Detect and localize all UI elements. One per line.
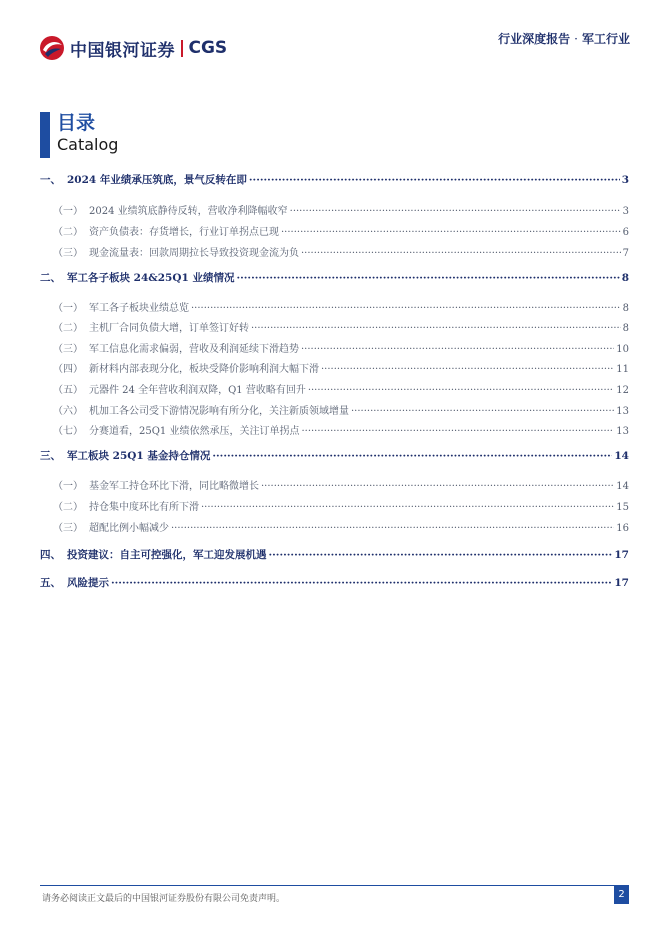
- toc-entry-number: （五）: [53, 385, 83, 396]
- toc-entry-page: 13: [616, 406, 629, 417]
- toc-entry-title: 现金流量表：回款周期拉长导致投资现金流为负: [89, 248, 299, 259]
- toc-dot-leader: [171, 523, 614, 534]
- toc-dot-leader: [249, 174, 620, 186]
- toc-dot-leader: [201, 502, 614, 513]
- company-logo: [39, 35, 227, 61]
- toc-dot-leader: [301, 426, 614, 437]
- toc-entry-number: （三）: [53, 344, 83, 355]
- toc-entry-number: 一、: [40, 174, 61, 186]
- industry-name: 军工行业: [581, 32, 630, 46]
- toc-entry-page: 11: [616, 364, 629, 375]
- toc-subsection-entry[interactable]: [40, 381, 629, 399]
- toc-subsection-entry[interactable]: [40, 340, 629, 358]
- toc-entry-number: 三、: [40, 450, 61, 462]
- toc-entry-page: 16: [616, 523, 629, 534]
- toc-subsection-entry[interactable]: [40, 519, 629, 537]
- toc-section-entry[interactable]: [40, 270, 629, 288]
- toc-entry-page: 12: [616, 385, 629, 396]
- toc-dot-leader: [111, 577, 612, 589]
- toc-entry-title: 分赛道看，25Q1 业绩依然承压，关注订单拐点: [89, 426, 300, 437]
- toc-subsection-entry[interactable]: [40, 244, 629, 262]
- page-number: 2: [614, 885, 629, 904]
- toc-entry-title: 军工板块 25Q1 基金持仓情况: [67, 450, 211, 462]
- toc-entry-page: 7: [622, 248, 629, 259]
- toc-entry-number: （二）: [53, 323, 83, 334]
- toc-entry-title: 投资建议：自主可控强化，军工迎发展机遇: [67, 549, 267, 561]
- toc-entry-page: 3: [622, 206, 629, 217]
- toc-subsection-entry[interactable]: [40, 319, 629, 337]
- toc-subsection-entry[interactable]: [40, 477, 629, 495]
- toc-entry-page: 15: [616, 502, 629, 513]
- toc-entry-title: 主机厂合同负债大增，订单签订好转: [89, 323, 249, 334]
- toc-dot-leader: [251, 323, 621, 334]
- toc-subsection-entry[interactable]: [40, 223, 629, 241]
- toc-dot-leader: [269, 549, 613, 561]
- toc-dot-leader: [321, 364, 614, 375]
- toc-entry-number: （三）: [53, 523, 83, 534]
- toc-dot-leader: [308, 385, 614, 396]
- toc-entry-title: 2024 年业绩承压筑底，景气反转在即: [67, 174, 247, 186]
- header-separator: ·: [574, 32, 578, 46]
- toc-entry-number: （四）: [53, 364, 83, 375]
- toc-entry-number: （六）: [53, 406, 83, 417]
- toc-title-chinese: 目录: [57, 112, 96, 134]
- toc-entry-number: （一）: [53, 206, 83, 217]
- toc-section-entry[interactable]: [40, 547, 629, 565]
- toc-entry-title: 军工各子板块业绩总览: [89, 303, 189, 314]
- toc-entry-title: 新材料内部表现分化，板块受降价影响利润大幅下滑: [89, 364, 319, 375]
- toc-subsection-entry[interactable]: [40, 498, 629, 516]
- report-category: [498, 30, 630, 47]
- toc-entry-title: 机加工各公司受下游情况影响有所分化，关注新质领域增量: [89, 406, 349, 417]
- toc-entry-title: 基金军工持仓环比下滑，同比略微增长: [89, 481, 259, 492]
- toc-dot-leader: [301, 248, 621, 259]
- toc-entry-number: 五、: [40, 577, 61, 589]
- toc-subsection-entry[interactable]: [40, 402, 629, 420]
- toc-entry-title: 军工信息化需求偏弱，营收及利润延续下滑趋势: [89, 344, 299, 355]
- toc-entry-page: 14: [616, 481, 629, 492]
- toc-entry-page: 6: [622, 227, 629, 238]
- toc-dot-leader: [351, 406, 614, 417]
- toc-subsection-entry[interactable]: [40, 202, 629, 220]
- report-type: 行业深度报告: [498, 32, 571, 46]
- toc-entry-title: 元器件 24 全年营收利润双降，Q1 营收略有回升: [89, 385, 306, 396]
- toc-subsection-entry[interactable]: [40, 422, 629, 440]
- footer-divider: [40, 885, 629, 886]
- toc-entry-title: 资产负债表：存货增长，行业订单拐点已现: [89, 227, 279, 238]
- logo-divider: [181, 40, 183, 57]
- page-header: [0, 0, 662, 80]
- toc-title-accent-bar: [40, 112, 50, 158]
- toc-dot-leader: [261, 481, 614, 492]
- toc-entry-page: 14: [614, 450, 629, 462]
- toc-dot-leader: [290, 206, 621, 217]
- logo-english-name: CGS: [188, 38, 228, 58]
- toc-section-entry[interactable]: [40, 448, 629, 466]
- toc-subsection-entry[interactable]: [40, 299, 629, 317]
- toc-entry-number: 二、: [40, 272, 61, 284]
- toc-dot-leader: [191, 303, 621, 314]
- toc-entry-page: 3: [621, 174, 629, 186]
- toc-entry-page: 8: [622, 323, 629, 334]
- logo-chinese-name: 中国银河证券: [70, 40, 175, 61]
- toc-section-entry[interactable]: [40, 172, 629, 190]
- toc-entry-number: 四、: [40, 549, 61, 561]
- toc-entry-title: 超配比例小幅减少: [89, 523, 169, 534]
- toc-entry-page: 17: [614, 549, 629, 561]
- toc-dot-leader: [281, 227, 621, 238]
- toc-subsection-entry[interactable]: [40, 360, 629, 378]
- toc-entry-number: （一）: [53, 303, 83, 314]
- toc-entry-number: （七）: [53, 426, 83, 437]
- toc-entry-number: （三）: [53, 248, 83, 259]
- toc-entry-number: （一）: [53, 481, 83, 492]
- toc-dot-leader: [301, 344, 614, 355]
- galaxy-logo-icon: [39, 35, 65, 61]
- toc-dot-leader: [236, 272, 619, 284]
- toc-dot-leader: [212, 450, 612, 462]
- footer-disclaimer: 请务必阅读正文最后的中国银河证券股份有限公司免责声明。: [42, 894, 286, 904]
- toc-entry-page: 10: [616, 344, 629, 355]
- toc-title-english: Catalog: [57, 135, 119, 154]
- toc-entry-page: 8: [622, 303, 629, 314]
- toc-section-entry[interactable]: [40, 575, 629, 593]
- toc-entry-page: 13: [616, 426, 629, 437]
- toc-entry-title: 风险提示: [67, 577, 109, 589]
- toc-entry-number: （二）: [53, 502, 83, 513]
- toc-entry-number: （二）: [53, 227, 83, 238]
- toc-entry-title: 持仓集中度环比有所下滑: [89, 502, 199, 513]
- toc-entry-page: 17: [614, 577, 629, 589]
- toc-entry-title: 军工各子板块 24&25Q1 业绩情况: [67, 272, 235, 284]
- toc-entry-title: 2024 业绩筑底静待反转，营收净利降幅收窄: [89, 206, 288, 217]
- toc-entry-page: 8: [621, 272, 629, 284]
